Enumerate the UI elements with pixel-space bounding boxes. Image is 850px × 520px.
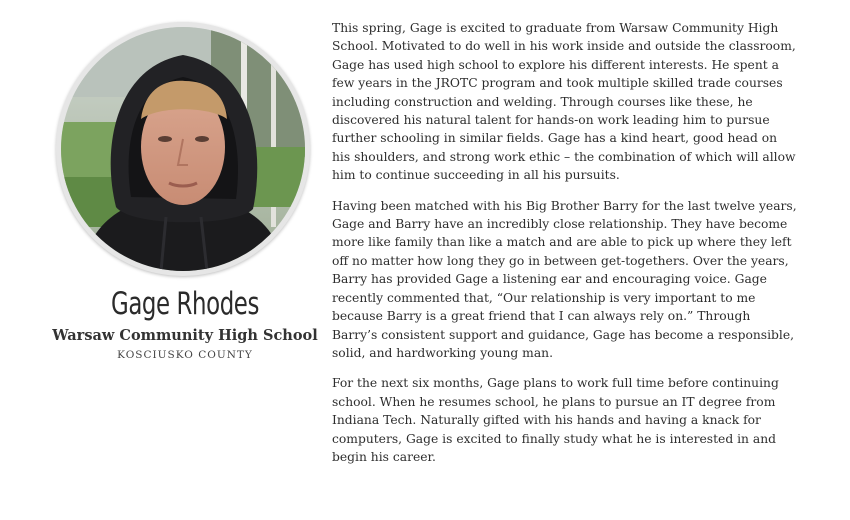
bio-paragraph: This spring, Gage is excited to graduate from Warsaw Community High School. Motivated to do well in his work inside and outside the classroom, Gage has used high school to explore his different interests. He spent a few years in the JROTC program and took multiple skilled trade courses including construction and welding. Through courses like these, he discovered his natural talent for hands-on work leading him to pursue further schooling in similar fields. Gage has a kind heart, good head on his shoulders, and strong work ethic – the combination of which will allow him to continue succeeding in all his pursuits. [332, 21, 796, 183]
profile-photo [61, 27, 305, 271]
bio-paragraph: Having been matched with his Big Brother Barry for the last twelve years, Gage and Barry have an incredibly close relationship. They have become more like family than like a match and are able to pick up where they left off no matter how long they go in between get-togethers. Over the years, Barry has provided Gage a listening ear and encouraging voice. Gage recently commented that, “Our relationship is very important to me because Barry is a great friend that I can always rely on.” Through Barry’s consistent support and guidance, Gage has become a responsible, solid, and hardworking young man. [332, 198, 797, 360]
profile-photo-frame [56, 22, 310, 276]
school-name: Warsaw Community High School [52, 327, 318, 344]
county-name: KOSCIUSKO COUNTY [117, 349, 253, 361]
student-name: Gage Rhodes [111, 286, 259, 322]
bio-text [332, 19, 798, 478]
bio-paragraph: For the next six months, Gage plans to work full time before continuing school. When he resumes school, he plans to pursue an IT degree from Indiana Tech. Naturally gifted with his hands and having a knack for computers, Gage is excited to finally study what he is interested in and begin his career. [332, 376, 779, 464]
